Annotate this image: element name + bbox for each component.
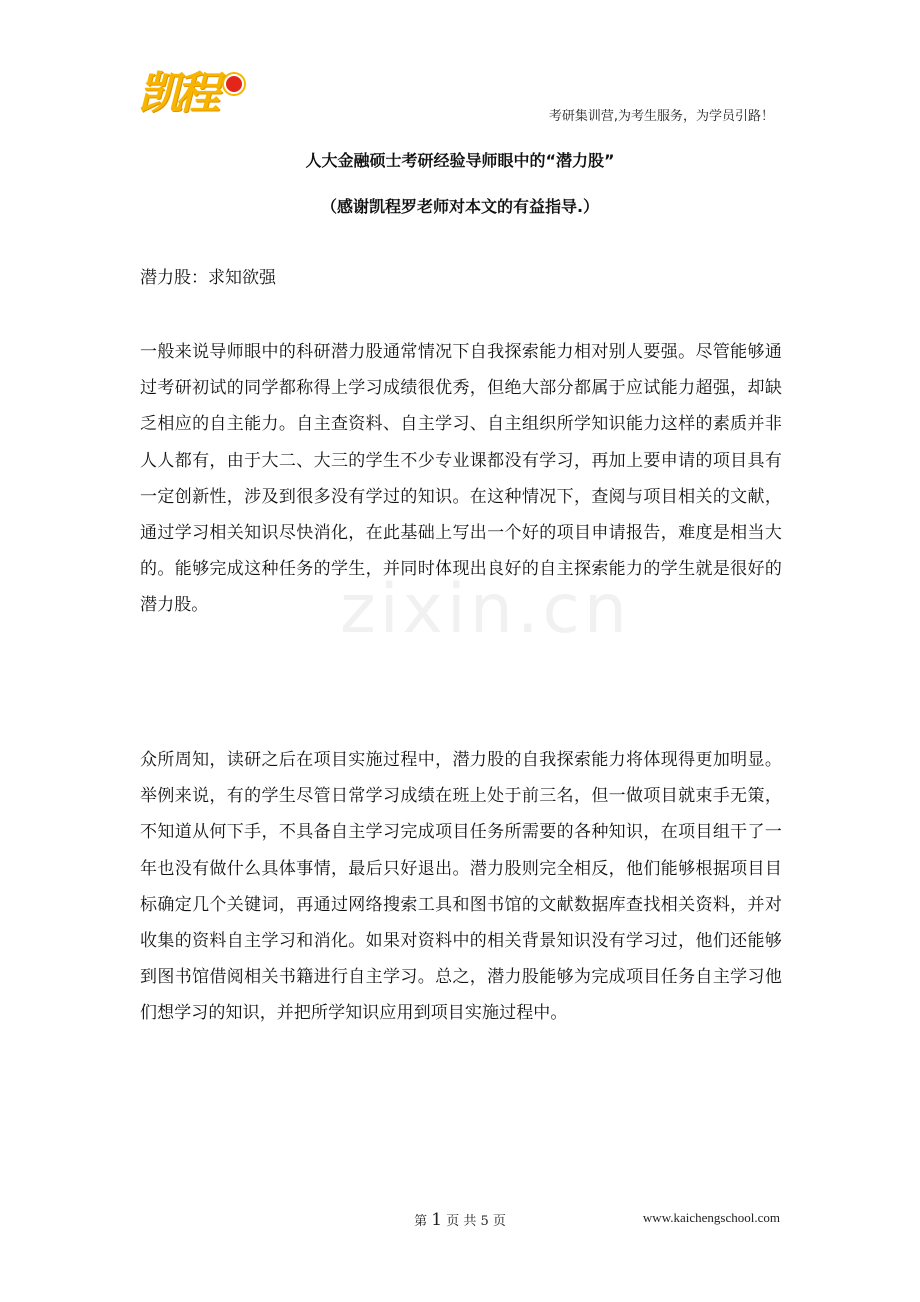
- page-middle: 页 共: [446, 1214, 477, 1229]
- page-subtitle: （感谢凯程罗老师对本文的有益指导.）: [320, 197, 600, 216]
- page-suffix: 页: [492, 1214, 506, 1229]
- paragraph-1: 一般来说导师眼中的科研潜力股通常情况下自我探索能力相对别人要强。尽管能够通过考研初试的同学都称得上学习成绩很优秀，但绝大部分都属于应试能力超强，却缺乏相应的自主能力。自主查资料、自主学习、自主组织所学知识能力这样的素质并非人人都有，由于大二、大三的学生不少专业课都没有学习，再加上要申请的项目具有一定创新性，涉及到很多没有学过的知识。在这种情况下，查阅与项目相关的文献，通过学习相关知识尽快消化，在此基础上写出一个好的项目申请报告，难度是相当大的。能够完成这种任务的学生，并同时体现出良好的自主探索能力的学生就是很好的潜力股。: [140, 342, 782, 616]
- header-slogan: 考研集训营,为考生服务，为学员引路！: [548, 109, 774, 124]
- page-total: 5: [480, 1214, 489, 1229]
- watermark: zixin.cn: [340, 570, 631, 649]
- page-current: 1: [431, 1210, 443, 1230]
- kaicheng-logo: [138, 66, 246, 126]
- section-subheading: 潜力股：求知欲强: [140, 268, 276, 288]
- page-number: [0, 1210, 920, 1230]
- paragraph-2: 众所周知，读研之后在项目实施过程中，潜力股的自我探索能力将体现得更加明显。举例来说，有的学生尽管日常学习成绩在班上处于前三名，但一做项目就束手无策，不知道从何下手，不具备自主学习完成项目任务所需要的各种知识，在项目组干了一年也没有做什么具体事情，最后只好退出。潜力股则完全相反，他们能够根据项目目标确定几个关键词，再通过网络搜索工具和图书馆的文献数据库查找相关资料，并对收集的资料自主学习和消化。如果对资料中的相关背景知识没有学习过，他们还能够到图书馆借阅相关书籍进行自主学习。总之，潜力股能够为完成项目任务自主学习他们想学习的知识，并把所学知识应用到项目实施过程中。: [140, 750, 782, 1024]
- page-title: 人大金融硕士考研经验导师眼中的“潜力股”: [305, 151, 615, 170]
- logo-text: 凯程: [138, 68, 214, 119]
- logo-dot-icon: [224, 74, 244, 94]
- footer-url: www.kaichengschool.com: [642, 1210, 780, 1225]
- page-prefix: 第: [414, 1214, 428, 1229]
